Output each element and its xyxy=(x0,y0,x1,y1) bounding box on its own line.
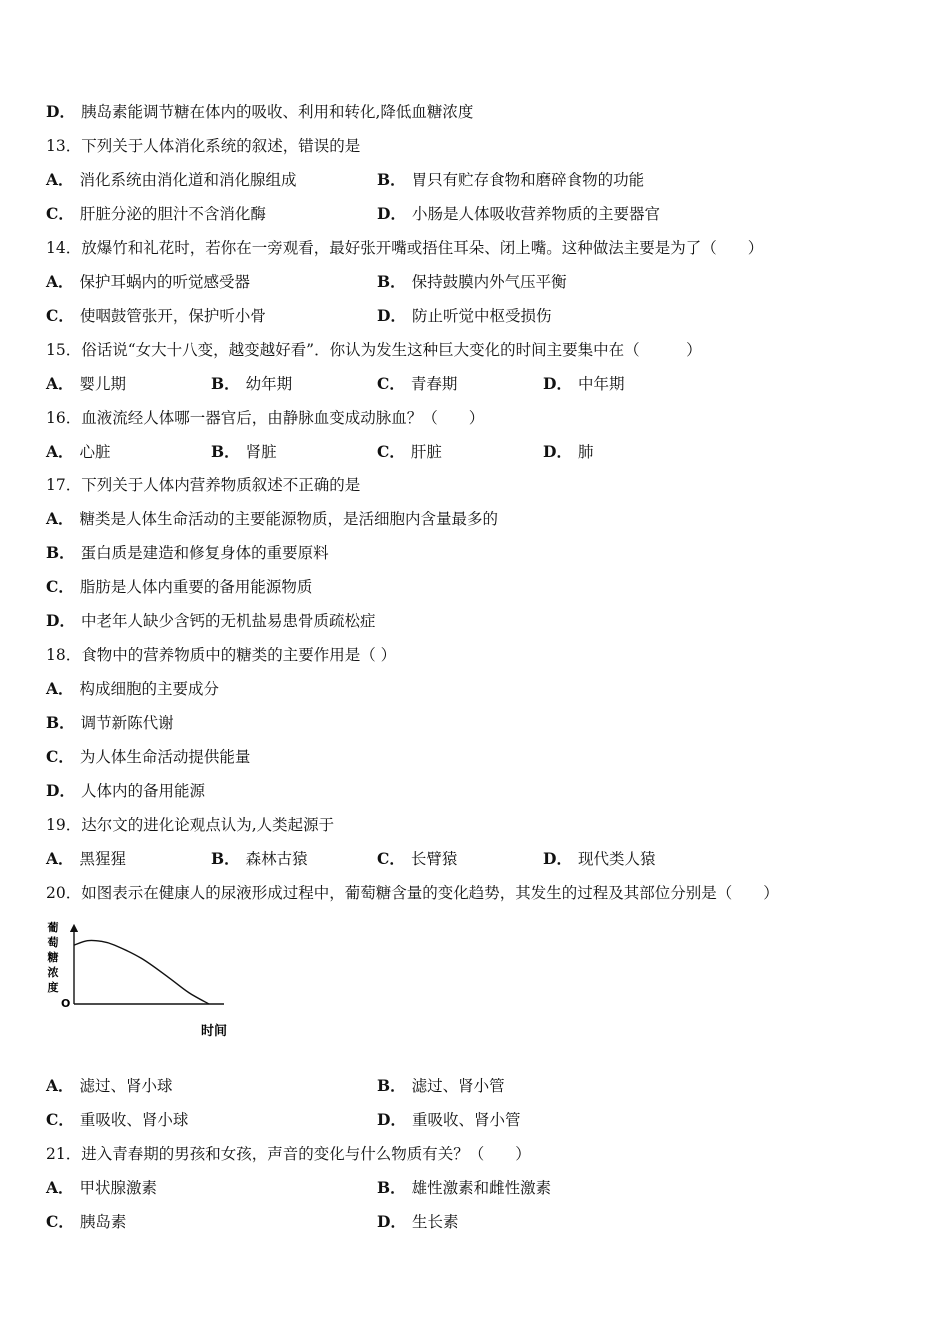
q18-option-b[interactable]: B． 调节新陈代谢 xyxy=(46,713,174,732)
q21-option-a[interactable]: A． 甲状腺激素 xyxy=(46,1178,158,1197)
q20-option-c[interactable]: C． 重吸收、肾小球 xyxy=(46,1110,189,1129)
q13-option-a[interactable]: A． 消化系统由消化道和消化腺组成 xyxy=(46,170,297,189)
q14-option-d[interactable]: D． 防止听觉中枢受损伤 xyxy=(377,306,552,325)
q16-option-c[interactable]: C． 肝脏 xyxy=(377,442,442,461)
q15-option-a[interactable]: A． 婴儿期 xyxy=(46,374,127,393)
q19-option-d[interactable]: D． 现代类人猿 xyxy=(543,849,656,868)
q17-option-b[interactable]: B． 蛋白质是建造和修复身体的重要原料 xyxy=(46,543,329,562)
glucose-concentration-chart xyxy=(44,916,244,1046)
q13-stem: 13．下列关于人体消化系统的叙述，错误的是 xyxy=(46,137,361,155)
q13-option-c[interactable]: C． 肝脏分泌的胆汁不含消化酶 xyxy=(46,204,266,223)
y-axis-label xyxy=(48,920,59,994)
q16-option-a[interactable]: A． 心脏 xyxy=(46,442,111,461)
q21-stem: 21．进入青春期的男孩和女孩，声音的变化与什么物质有关？（ ） xyxy=(46,1145,531,1163)
origin-label: O xyxy=(61,997,71,1010)
q16-option-d[interactable]: D． 肺 xyxy=(543,442,594,461)
q17-option-d[interactable]: D． 中老年人缺少含钙的无机盐易患骨质疏松症 xyxy=(46,611,376,630)
q21-option-d[interactable]: D． 生长素 xyxy=(377,1212,459,1231)
q19-option-c[interactable]: C． 长臂猿 xyxy=(377,849,458,868)
q14-stem: 14．放爆竹和礼花时，若你在一旁观看，最好张开嘴或捂住耳朵、闭上嘴。这种做法主要是为了（ ） xyxy=(46,239,764,257)
q17-option-c[interactable]: C． 脂肪是人体内重要的备用能源物质 xyxy=(46,577,313,596)
q15-option-b[interactable]: B． 幼年期 xyxy=(211,374,293,393)
q18-stem: 18．食物中的营养物质中的糖类的主要作用是（ ） xyxy=(46,646,397,664)
q13-option-b[interactable]: B． 胃只有贮存食物和磨碎食物的功能 xyxy=(377,170,645,189)
q13-option-d[interactable]: D． 小肠是人体吸收营养物质的主要器官 xyxy=(377,204,660,223)
glucose-curve xyxy=(74,940,209,1004)
q20-option-b[interactable]: B． 滤过、肾小管 xyxy=(377,1076,505,1095)
y-axis-label-char: 浓 xyxy=(47,966,59,979)
q17-stem: 17．下列关于人体内营养物质叙述不正确的是 xyxy=(46,476,361,494)
q14-option-c[interactable]: C． 使咽鼓管张开，保护听小骨 xyxy=(46,306,266,325)
y-axis-label-char: 糖 xyxy=(47,951,59,964)
q20-stem: 20．如图表示在健康人的尿液形成过程中，葡萄糖含量的变化趋势，其发生的过程及其部位分别是（ ） xyxy=(46,884,779,902)
q20-option-d[interactable]: D． 重吸收、肾小管 xyxy=(377,1110,521,1129)
q21-option-b[interactable]: B． 雄性激素和雌性激素 xyxy=(377,1178,552,1197)
q19-option-a[interactable]: A． 黑猩猩 xyxy=(46,849,127,868)
q20-option-a[interactable]: A． 滤过、肾小球 xyxy=(46,1076,173,1095)
y-axis-label-char: 葡 xyxy=(47,921,59,934)
q15-stem: 15．俗话说“女大十八变，越变越好看”．你认为发生这种巨大变化的时间主要集中在（ ） xyxy=(46,341,702,359)
q17-option-a[interactable]: A． 糖类是人体生命活动的主要能源物质，是活细胞内含量最多的 xyxy=(46,509,499,528)
q15-option-c[interactable]: C． 青春期 xyxy=(377,374,458,393)
q19-option-b[interactable]: B． 森林古猿 xyxy=(211,849,308,868)
q12-option-d: D． 胰岛素能调节糖在体内的吸收、利用和转化,降低血糖浓度 xyxy=(46,102,474,121)
q19-stem: 19．达尔文的进化论观点认为,人类起源于 xyxy=(46,816,335,834)
q14-option-a[interactable]: A． 保护耳蜗内的听觉感受器 xyxy=(46,272,251,291)
x-axis-label: 时间 xyxy=(200,1024,228,1039)
q18-option-a[interactable]: A． 构成细胞的主要成分 xyxy=(46,679,220,698)
y-axis-label-char: 度 xyxy=(47,981,59,994)
y-axis-label-char: 萄 xyxy=(47,936,59,949)
q14-option-b[interactable]: B． 保持鼓膜内外气压平衡 xyxy=(377,272,567,291)
q16-option-b[interactable]: B． 肾脏 xyxy=(211,442,277,461)
q21-option-c[interactable]: C． 胰岛素 xyxy=(46,1212,127,1231)
q18-option-d[interactable]: D． 人体内的备用能源 xyxy=(46,781,205,800)
q18-option-c[interactable]: C． 为人体生命活动提供能量 xyxy=(46,747,251,766)
q16-stem: 16．血液流经人体哪一器官后，由静脉血变成动脉血？（ ） xyxy=(46,409,485,427)
q15-option-d[interactable]: D． 中年期 xyxy=(543,374,625,393)
